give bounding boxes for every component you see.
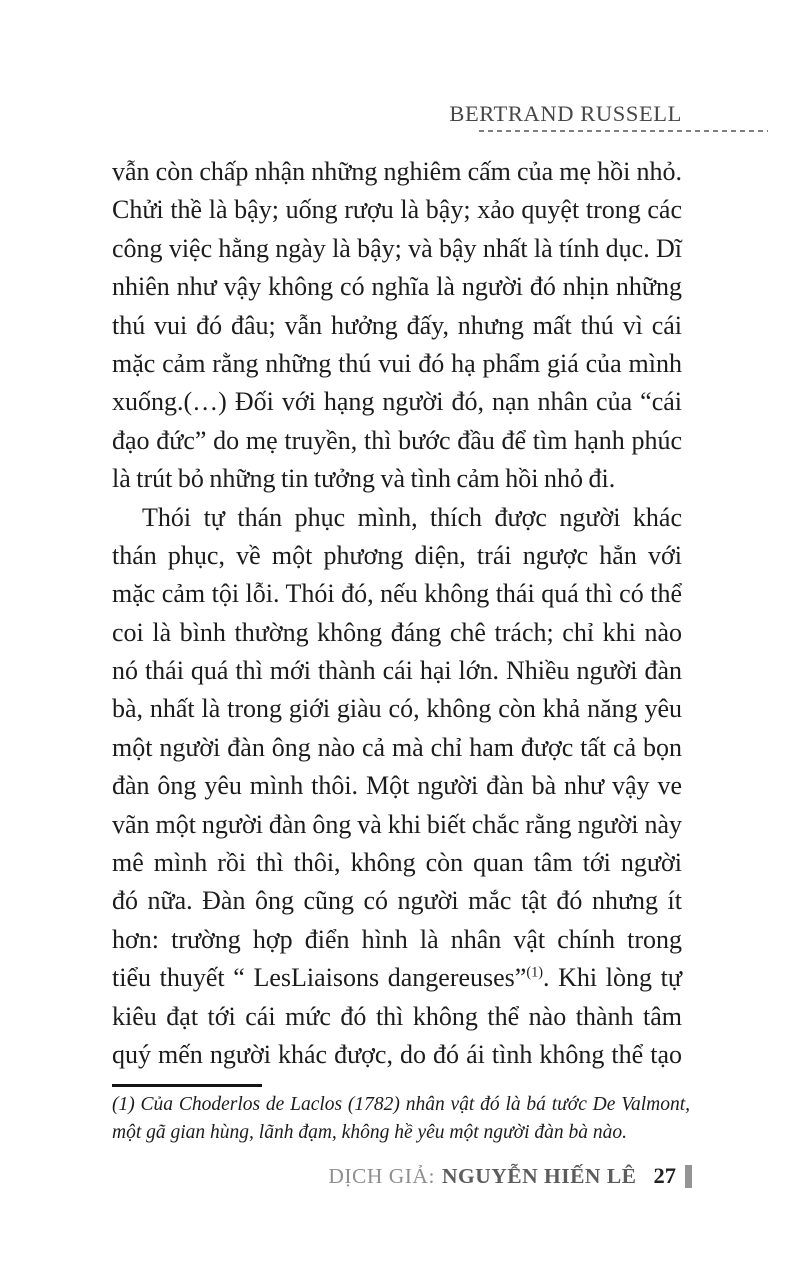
body-line: thú vui đó đâu; vẫn hưởng đấy, nhưng mất thú vì cái xyxy=(112,310,682,340)
body-line: quý mến người khác được, do đó ái tình không thể tạo xyxy=(112,1039,682,1069)
body-line-text: tiểu thuyết “ LesLiaisons dangereuses” xyxy=(112,963,527,993)
body-line: vãn một người đàn ông và khi biết chắc rằng người này xyxy=(112,809,682,839)
body-line: coi là bình thường không đáng chê trách; chỉ khi nào xyxy=(112,617,682,647)
page-number: 27 xyxy=(653,1163,676,1188)
body-line: thán phục, về một phương diện, trái ngược hẳn với xyxy=(112,540,682,570)
body-line: là trút bỏ những tin tưởng và tình cảm hồi nhỏ đi. xyxy=(112,464,616,494)
body-line: công việc hằng ngày là bậy; và bậy nhất là tính dục. Dĩ xyxy=(112,233,682,263)
body-line: Thói tự thán phục mình, thích được người khác xyxy=(142,502,682,532)
body-line: đàn ông yêu mình thôi. Một người đàn bà như vậy ve xyxy=(112,771,682,801)
body-line: đạo đức” do mẹ truyền, thì bước đầu để tìm hạnh phúc xyxy=(112,425,682,455)
body-line: vẫn còn chấp nhận những nghiêm cấm của mẹ hồi nhỏ. xyxy=(112,157,682,186)
body-line: hơn: trường hợp điển hình là nhân vật chính trong xyxy=(112,924,682,954)
body-line: bà, nhất là trong giới giàu có, không còn khả năng yêu xyxy=(112,694,682,724)
body-line: mặc cảm rằng những thú vui đó hạ phẩm giá của mình xyxy=(112,348,682,378)
body-line: kiêu đạt tới cái mức đó thì không thể nào thành tâm xyxy=(112,1001,682,1031)
body-line: mê mình rồi thì thôi, không còn quan tâm tới người xyxy=(112,848,682,878)
header-author-name: BERTRAND RUSSELL xyxy=(449,101,682,126)
page-number-bar xyxy=(685,1165,692,1188)
body-line: xuống.(…) Đối với hạng người đó, nạn nhân của “cái xyxy=(112,387,682,417)
running-footer xyxy=(328,1163,692,1189)
body-line: một người đàn ông nào cả mà chỉ ham được tất cả bọn xyxy=(112,732,682,762)
footnote-separator-rule xyxy=(112,1084,262,1087)
footnote-line: (1) Của Choderlos de Laclos (1782) nhân vật đó là bá tước De Valmont, xyxy=(112,1094,690,1115)
footnote-marker: (1) xyxy=(526,964,544,981)
body-line: nhiên như vậy không có nghĩa là người đó nhịn những xyxy=(112,272,682,302)
body-text-block xyxy=(112,153,682,1074)
body-line: nó thái quá thì mới thành cái hại lớn. Nhiều người đàn xyxy=(112,656,682,686)
body-line: mặc cảm tội lỗi. Thói đó, nếu không thái quá thì có thể xyxy=(112,579,682,609)
header-dashed-rule xyxy=(479,130,768,132)
body-line-with-footnote-ref xyxy=(112,959,682,997)
body-line-text: . Khi lòng tự xyxy=(543,963,682,993)
translator-label: DỊCH GIẢ: xyxy=(328,1163,435,1188)
footnote-line: một gã gian hùng, lãnh đạm, không hề yêu một người đàn bà nào. xyxy=(112,1121,627,1143)
body-line: đó nữa. Đàn ông cũng có người mắc tật đó nhưng ít xyxy=(112,886,682,916)
translator-name: NGUYỄN HIẾN LÊ xyxy=(441,1163,637,1188)
footnote xyxy=(112,1091,690,1146)
body-line: Chửi thề là bậy; uống rượu là bậy; xảo quyệt trong các xyxy=(112,195,682,225)
